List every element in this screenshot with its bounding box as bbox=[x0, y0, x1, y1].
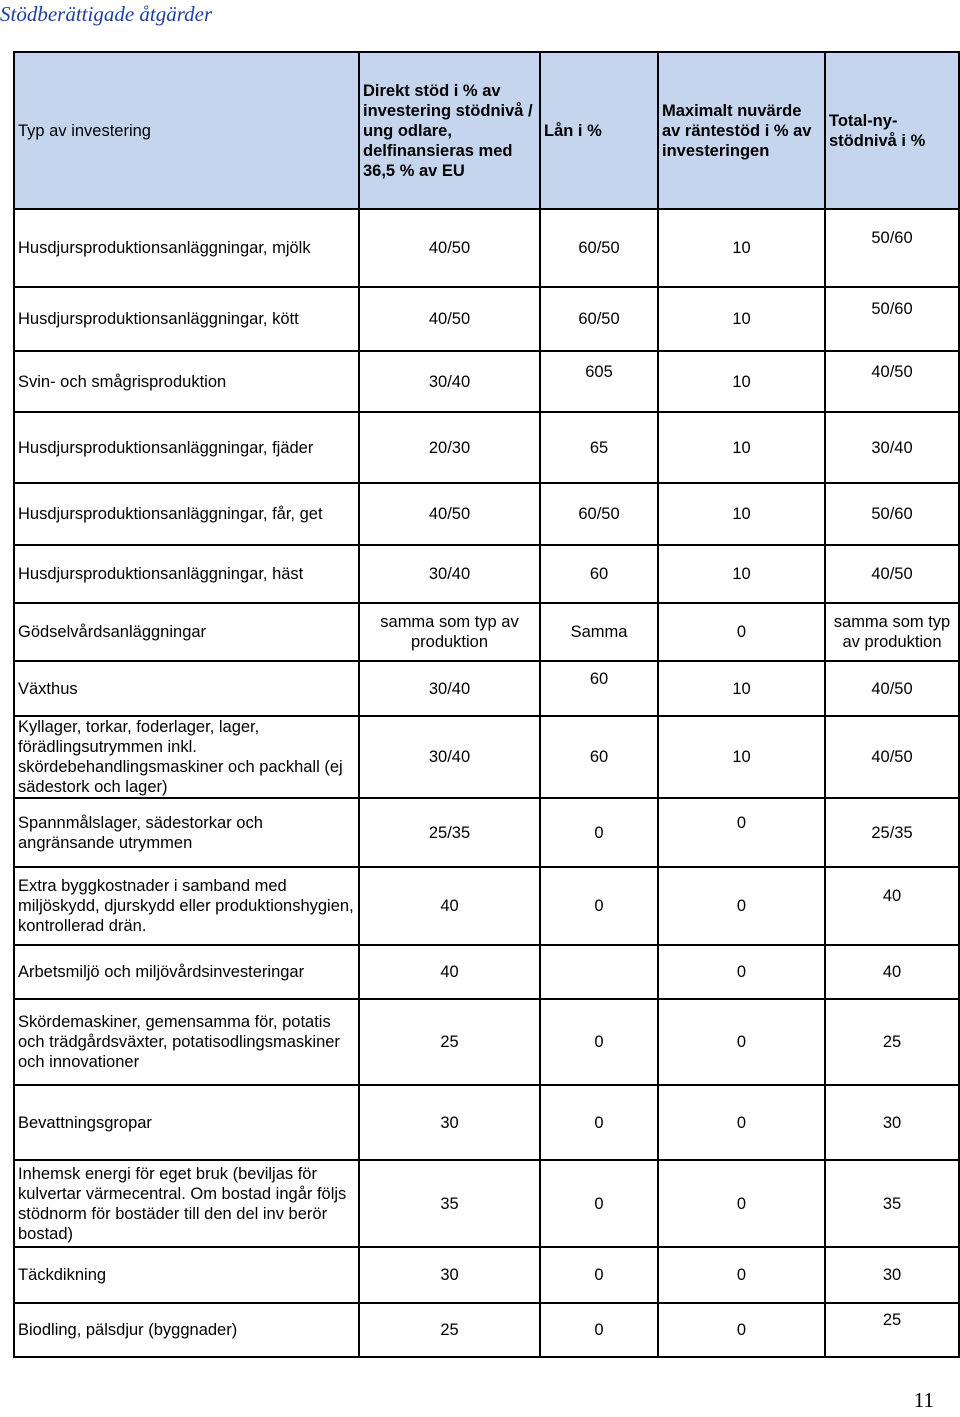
cell-investment-type: Husdjursproduktionsanläggningar, fjäder bbox=[14, 412, 359, 483]
table-row bbox=[14, 661, 959, 716]
cell-investment-type: Svin- och smågrisproduktion bbox=[14, 351, 359, 412]
cell-total-support: 40/50 bbox=[825, 545, 959, 603]
cell-interest-subsidy: 10 bbox=[658, 412, 825, 483]
table-row bbox=[14, 1160, 959, 1247]
cell-direct-support: 40/50 bbox=[359, 209, 540, 287]
cell-loan bbox=[540, 945, 658, 999]
cell-direct-support: 40 bbox=[359, 867, 540, 945]
header-interest-subsidy: Maximalt nuvärde av räntestöd i % av investeringen bbox=[658, 52, 825, 209]
cell-loan: 60/50 bbox=[540, 209, 658, 287]
cell-interest-subsidy: 0 bbox=[658, 1247, 825, 1303]
cell-loan: 60/50 bbox=[540, 483, 658, 545]
cell-loan: 0 bbox=[540, 867, 658, 945]
cell-investment-type: Gödselvårdsanläggningar bbox=[14, 603, 359, 661]
support-levels-table bbox=[13, 51, 960, 1358]
page-number: 11 bbox=[913, 1388, 934, 1412]
cell-direct-support: 25 bbox=[359, 999, 540, 1085]
cell-loan: 0 bbox=[540, 1247, 658, 1303]
cell-loan bbox=[540, 661, 658, 716]
cell-total-value: 25 bbox=[882, 1311, 902, 1329]
table-row bbox=[14, 1303, 959, 1357]
cell-total-value: 40/50 bbox=[871, 362, 913, 381]
cell-investment-type: Kyllager, torkar, foderlager, lager, förädlingsutrymmen inkl. skördebehandlingsmaskiner och packhall (ej sädestork och lager) bbox=[14, 716, 359, 798]
cell-investment-type: Arbetsmiljö och miljövårdsinvesteringar bbox=[14, 945, 359, 999]
cell-total-support: 25/35 bbox=[825, 798, 959, 867]
table-row bbox=[14, 945, 959, 999]
cell-total-support: 30 bbox=[825, 1247, 959, 1303]
cell-investment-type: Skördemaskiner, gemensamma för, potatis och trädgårdsväxter, potatisodlingsmaskiner och innovationer bbox=[14, 999, 359, 1085]
cell-direct-support: 35 bbox=[359, 1160, 540, 1247]
table-header-row bbox=[14, 52, 959, 209]
cell-loan bbox=[540, 351, 658, 412]
cell-total-support: samma som typ av produktion bbox=[825, 603, 959, 661]
cell-loan: 60 bbox=[540, 716, 658, 798]
header-investment-type: Typ av investering bbox=[14, 52, 359, 209]
cell-loan: 0 bbox=[540, 999, 658, 1085]
table-row bbox=[14, 1085, 959, 1160]
cell-direct-support: 30/40 bbox=[359, 661, 540, 716]
cell-interest-subsidy: 10 bbox=[658, 209, 825, 287]
table-row bbox=[14, 1247, 959, 1303]
cell-investment-type: Biodling, pälsdjur (byggnader) bbox=[14, 1303, 359, 1357]
table-row bbox=[14, 867, 959, 945]
cell-loan: 0 bbox=[540, 798, 658, 867]
cell-loan: 65 bbox=[540, 412, 658, 483]
cell-total-support bbox=[825, 867, 959, 945]
table-row bbox=[14, 483, 959, 545]
cell-interest-value: 0 bbox=[736, 813, 747, 832]
table-row bbox=[14, 287, 959, 351]
cell-investment-type: Extra byggkostnader i samband med miljöskydd, djurskydd eller produktionshygien, kontrollerad drän. bbox=[14, 867, 359, 945]
cell-interest-subsidy bbox=[658, 798, 825, 867]
cell-investment-type: Husdjursproduktionsanläggningar, mjölk bbox=[14, 209, 359, 287]
cell-total-value: 40 bbox=[882, 887, 902, 905]
cell-direct-support: 30/40 bbox=[359, 716, 540, 798]
cell-loan: 60/50 bbox=[540, 287, 658, 351]
header-loan: Lån i % bbox=[540, 52, 658, 209]
cell-interest-subsidy: 0 bbox=[658, 945, 825, 999]
cell-total-support bbox=[825, 1303, 959, 1357]
cell-interest-subsidy: 10 bbox=[658, 483, 825, 545]
cell-direct-support: 25/35 bbox=[359, 798, 540, 867]
page-title: Stödberättigade åtgärder bbox=[0, 2, 213, 26]
cell-interest-subsidy: 0 bbox=[658, 999, 825, 1085]
cell-interest-subsidy: 0 bbox=[658, 867, 825, 945]
cell-interest-subsidy: 0 bbox=[658, 603, 825, 661]
cell-direct-support: 40 bbox=[359, 945, 540, 999]
cell-interest-subsidy: 0 bbox=[658, 1303, 825, 1357]
cell-total-support: 40 bbox=[825, 945, 959, 999]
header-total-support: Total-ny-stödnivå i % bbox=[825, 52, 959, 209]
cell-total-support bbox=[825, 287, 959, 351]
cell-investment-type: Bevattningsgropar bbox=[14, 1085, 359, 1160]
table-row bbox=[14, 716, 959, 798]
cell-direct-support: 30 bbox=[359, 1247, 540, 1303]
cell-total-support bbox=[825, 351, 959, 412]
table-row bbox=[14, 999, 959, 1085]
cell-total-support bbox=[825, 209, 959, 287]
cell-total-support: 30/40 bbox=[825, 412, 959, 483]
cell-loan: 0 bbox=[540, 1303, 658, 1357]
cell-investment-type: Täckdikning bbox=[14, 1247, 359, 1303]
cell-loan-value: 60 bbox=[589, 669, 609, 688]
table-row bbox=[14, 545, 959, 603]
table-row bbox=[14, 798, 959, 867]
cell-total-support: 50/60 bbox=[825, 483, 959, 545]
cell-direct-support: 20/30 bbox=[359, 412, 540, 483]
cell-interest-subsidy: 10 bbox=[658, 716, 825, 798]
cell-direct-support: 40/50 bbox=[359, 287, 540, 351]
cell-total-support: 25 bbox=[825, 999, 959, 1085]
cell-direct-support: 25 bbox=[359, 1303, 540, 1357]
cell-investment-type: Husdjursproduktionsanläggningar, får, get bbox=[14, 483, 359, 545]
table-row bbox=[14, 412, 959, 483]
cell-investment-type: Spannmålslager, sädestorkar och angränsande utrymmen bbox=[14, 798, 359, 867]
cell-loan: 0 bbox=[540, 1160, 658, 1247]
cell-investment-type: Inhemsk energi för eget bruk (beviljas för kulvertar värmecentral. Om bostad ingår följs stödnorm för bostäder till den del inv berör bostad) bbox=[14, 1160, 359, 1247]
cell-loan: Samma bbox=[540, 603, 658, 661]
cell-loan: 60 bbox=[540, 545, 658, 603]
cell-investment-type: Växthus bbox=[14, 661, 359, 716]
cell-direct-support: 30/40 bbox=[359, 545, 540, 603]
cell-direct-support: 30 bbox=[359, 1085, 540, 1160]
table-row bbox=[14, 603, 959, 661]
cell-total-support: 40/50 bbox=[825, 716, 959, 798]
cell-direct-support: 30/40 bbox=[359, 351, 540, 412]
cell-interest-subsidy: 10 bbox=[658, 351, 825, 412]
table-row bbox=[14, 209, 959, 287]
cell-interest-subsidy: 0 bbox=[658, 1085, 825, 1160]
cell-total-support: 30 bbox=[825, 1085, 959, 1160]
cell-investment-type: Husdjursproduktionsanläggningar, kött bbox=[14, 287, 359, 351]
cell-loan-value: 605 bbox=[585, 362, 613, 381]
cell-interest-subsidy: 10 bbox=[658, 287, 825, 351]
cell-direct-support: samma som typ av produktion bbox=[359, 603, 540, 661]
cell-total-value: 50/60 bbox=[871, 300, 913, 318]
cell-interest-subsidy: 0 bbox=[658, 1160, 825, 1247]
cell-total-support: 40/50 bbox=[825, 661, 959, 716]
header-direct-support: Direkt stöd i % av investering stödnivå / ung odlare, delfinansieras med 36,5 % av EU bbox=[359, 52, 540, 209]
cell-total-value: 50/60 bbox=[871, 229, 913, 247]
cell-investment-type: Husdjursproduktionsanläggningar, häst bbox=[14, 545, 359, 603]
cell-loan: 0 bbox=[540, 1085, 658, 1160]
cell-direct-support: 40/50 bbox=[359, 483, 540, 545]
cell-interest-subsidy: 10 bbox=[658, 545, 825, 603]
cell-total-support: 35 bbox=[825, 1160, 959, 1247]
table-row bbox=[14, 351, 959, 412]
cell-interest-subsidy: 10 bbox=[658, 661, 825, 716]
